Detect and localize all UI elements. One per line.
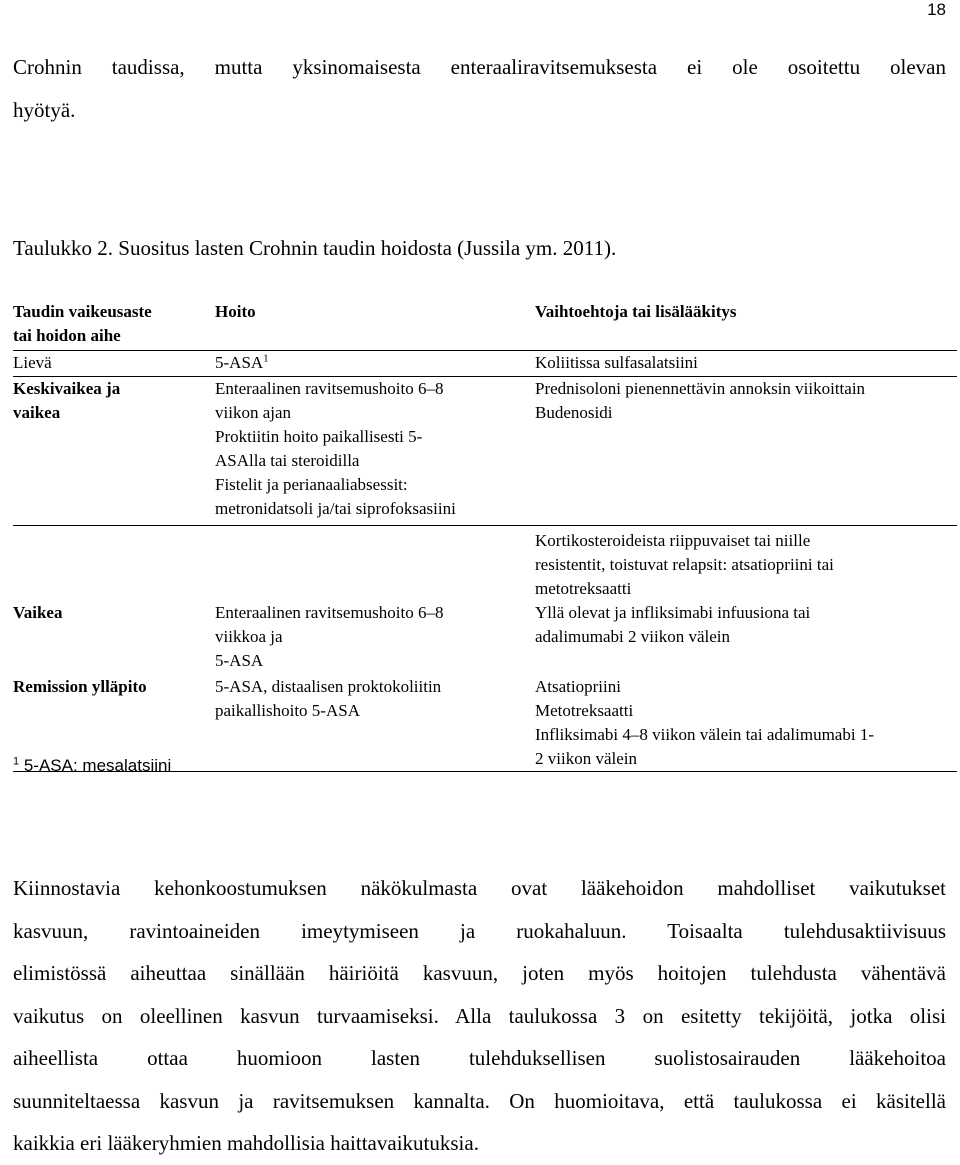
paragraph-line: elimistössä aiheuttaa sinällään häiriöitä kasvuun, joten myös hoitojen tulehdusta vähentävä: [13, 961, 946, 985]
body-paragraph: [13, 867, 946, 1165]
cell-alternatives: Koliitissa sulfasalatsiini: [535, 353, 698, 372]
cell-severity: Vaikea: [13, 603, 63, 622]
page-number: 18: [927, 0, 946, 19]
paragraph-line: suunniteltaessa kasvun ja ravitsemuksen kannalta. On huomioitava, että taulukossa ei käsitellä: [13, 1088, 946, 1113]
table-row: [13, 351, 957, 377]
paragraph-line: vaikutus on oleellinen kasvun turvaamiseksi. Alla taulukossa 3 on esitetty tekijöitä, jotka olisi: [13, 1003, 946, 1028]
cell-alternatives: Yllä olevat ja infliksimabi infuusiona tai adalimumabi 2 viikon välein: [535, 603, 811, 646]
header-severity: Taudin vaikeusaste tai hoidon aihe: [13, 302, 152, 345]
table-header-row: [13, 300, 957, 351]
paragraph-line: aiheellista ottaa huomioon lasten tulehduksellisen suolistosairauden lääkehoitoa: [13, 1046, 946, 1070]
cell-alternatives: Atsatiopriini Metotreksaatti Infliksimabi 4–8 viikon välein tai adalimumabi 1- 2 viikon välein: [535, 677, 874, 768]
cell-severity: Remission ylläpito: [13, 677, 147, 696]
treatment-table: [13, 300, 957, 772]
footnote-text: 5-ASA: mesalatsiini: [19, 756, 172, 775]
cell-severity: [13, 529, 215, 601]
header-treatment: Hoito: [215, 302, 256, 321]
cell-treatment: Enteraalinen ravitsemushoito 6–8 viikon ajan Proktiitin hoito paikallisesti 5- ASAlla tai steroidilla Fistelit ja perianaaliabsessit: metronidatsoli ja/tai siprofoksasiini: [215, 379, 456, 518]
cell-alternatives: Kortikosteroideista riippuvaiset tai niille resistentit, toistuvat relapsit: atsatiopriini tai metotreksaatti: [535, 531, 834, 598]
table-row: [13, 526, 957, 601]
intro-paragraph: [13, 46, 946, 131]
intro-line: hyötyä.: [13, 97, 76, 122]
table-row: [13, 601, 957, 673]
paragraph-line: kaikkia eri lääkeryhmien mahdollisia haittavaikutuksia.: [13, 1131, 479, 1155]
table-row: [13, 377, 957, 526]
cell-alternatives: Prednisoloni pienennettävin annoksin viikoittain Budenosidi: [535, 379, 866, 422]
header-alternatives: Vaihtoehtoja tai lisälääkitys: [535, 302, 737, 321]
cell-treatment: 5-ASA$^1$: [215, 352, 269, 372]
table-footnote: [13, 756, 171, 776]
paragraph-line: kasvuun, ravintoaineiden imeytymiseen ja ruokahaluun. Toisaalta tulehdusaktiivisuus: [13, 918, 946, 943]
cell-treatment: 5-ASA, distaalisen proktokoliitin paikallishoito 5-ASA: [215, 677, 442, 720]
cell-severity: Lievä: [13, 353, 52, 372]
intro-line: Crohnin taudissa, mutta yksinomaisesta enteraaliravitsemuksesta ei ole osoitettu olevan: [13, 55, 946, 79]
footnote-marker: 1: [13, 755, 20, 768]
table-caption: Taulukko 2. Suositus lasten Crohnin taudin hoidosta (Jussila ym. 2011).: [13, 236, 617, 260]
cell-severity: Keskivaikea ja vaikea: [13, 379, 121, 422]
paragraph-line: Kiinnostavia kehonkoostumuksen näkökulmasta ovat lääkehoidon mahdolliset vaikutukset: [13, 876, 946, 900]
cell-treatment: Enteraalinen ravitsemushoito 6–8 viikkoa ja 5-ASA: [215, 603, 444, 670]
cell-treatment: [215, 529, 535, 601]
